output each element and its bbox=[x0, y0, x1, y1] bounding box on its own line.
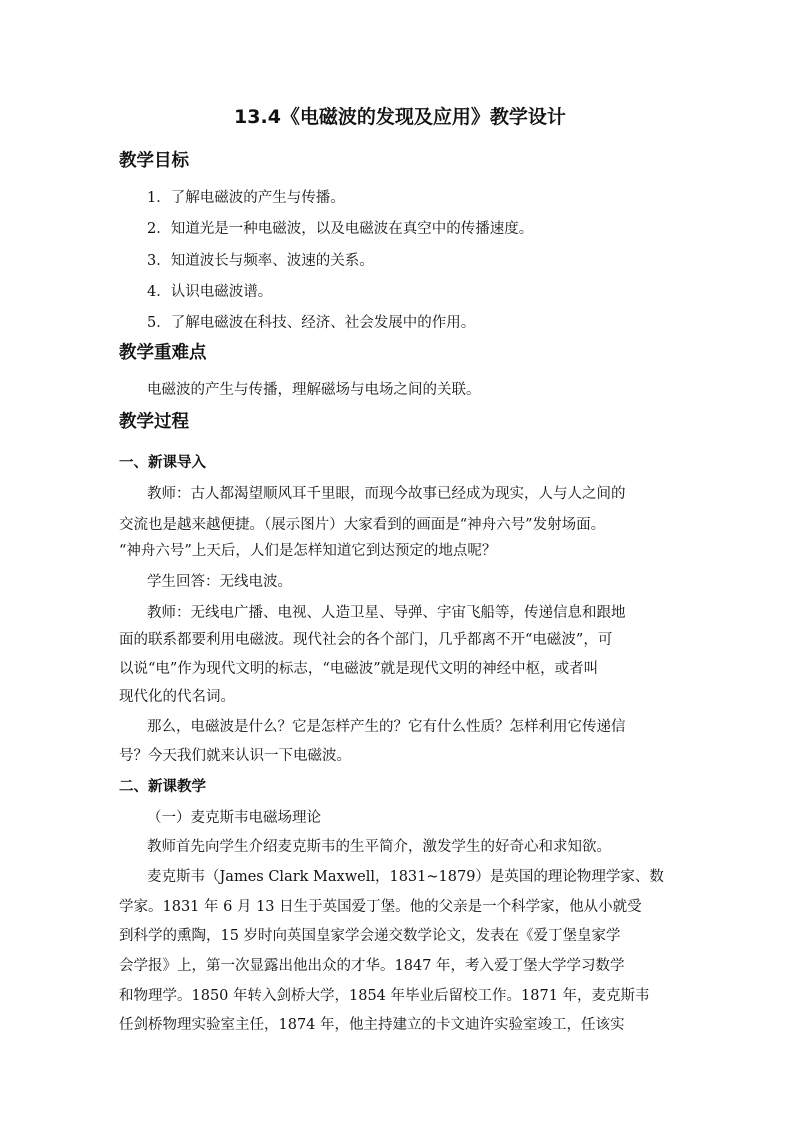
part1-heading: 一、新课导入 bbox=[119, 455, 206, 471]
paragraph-line: 教师：古人都渴望顺风耳千里眼，而现今故事已经成为现实，人与人之间的 bbox=[147, 486, 626, 502]
paragraph-line: “神舟六号”上天后，人们是怎样知道它到达预定的地点呢？ bbox=[119, 543, 497, 559]
objectives-heading: 教学目标 bbox=[119, 151, 189, 171]
objective-item: 4．认识电磁波谱。 bbox=[147, 284, 273, 300]
document-title: 13.4《电磁波的发现及应用》教学设计 bbox=[234, 106, 566, 128]
paragraph-line: 和物理学。1850 年转入剑桥大学，1854 年毕业后留校工作。1871 年，麦克斯韦 bbox=[119, 988, 650, 1004]
paragraph-line: 学生回答：无线电波。 bbox=[147, 574, 292, 590]
objective-item: 5．了解电磁波在科技、经济、社会发展中的作用。 bbox=[147, 315, 476, 331]
paragraph-line: 以说“电”作为现代文明的标志，“电磁波”就是现代文明的神经中枢，或者叫 bbox=[119, 661, 599, 677]
part2-heading: 二、新课教学 bbox=[119, 779, 206, 795]
paragraph-line: 学家。1831 年 6 月 13 日生于英国爱丁堡。他的父亲是一个科学家，他从小就受 bbox=[119, 899, 642, 915]
paragraph-line: 任剑桥物理实验室主任，1874 年，他主持建立的卡文迪许实验室竣工，任该实 bbox=[119, 1017, 625, 1033]
paragraph-line: 那么，电磁波是什么？它是怎样产生的？它有什么性质？怎样利用它传递信 bbox=[147, 719, 626, 735]
process-heading: 教学过程 bbox=[119, 412, 189, 432]
keypoints-text: 电磁波的产生与传播，理解磁场与电场之间的关联。 bbox=[147, 382, 481, 398]
paragraph-line: 到科学的熏陶，15 岁时向英国皇家学会递交数学论文，发表在《爱丁堡皇家学 bbox=[119, 928, 621, 944]
paragraph-line: 面的联系都要利用电磁波。现代社会的各个部门，几乎都离不开“电磁波”，可 bbox=[119, 632, 613, 648]
paragraph-line: 交流也是越来越便捷。（展示图片）大家看到的画面是“神舟六号”发射场面。 bbox=[119, 517, 606, 533]
keypoints-heading: 教学重难点 bbox=[119, 343, 207, 363]
subsection-title: （一）麦克斯韦电磁场理论 bbox=[147, 810, 321, 826]
objective-item: 3．知道波长与频率、波速的关系。 bbox=[147, 253, 374, 269]
paragraph-line: 教师：无线电广播、电视、人造卫星、导弹、宇宙飞船等，传递信息和跟地 bbox=[147, 605, 626, 621]
objective-item: 1．了解电磁波的产生与传播。 bbox=[147, 190, 345, 206]
objective-item: 2．知道光是一种电磁波，以及电磁波在真空中的传播速度。 bbox=[147, 221, 534, 237]
paragraph-line: 现代化的代名词。 bbox=[119, 689, 235, 705]
paragraph-line: 教师首先向学生介绍麦克斯韦的生平简介，激发学生的好奇心和求知欲。 bbox=[147, 839, 611, 855]
paragraph-line: 会学报》上，第一次显露出他出众的才华。1847 年，考入爱丁堡大学学习数学 bbox=[119, 958, 625, 974]
paragraph-line: 麦克斯韦（James Clark Maxwell，1831~1879）是英国的理论物理学家、数 bbox=[147, 869, 664, 885]
paragraph-line: 号？今天我们就来认识一下电磁波。 bbox=[119, 748, 351, 764]
